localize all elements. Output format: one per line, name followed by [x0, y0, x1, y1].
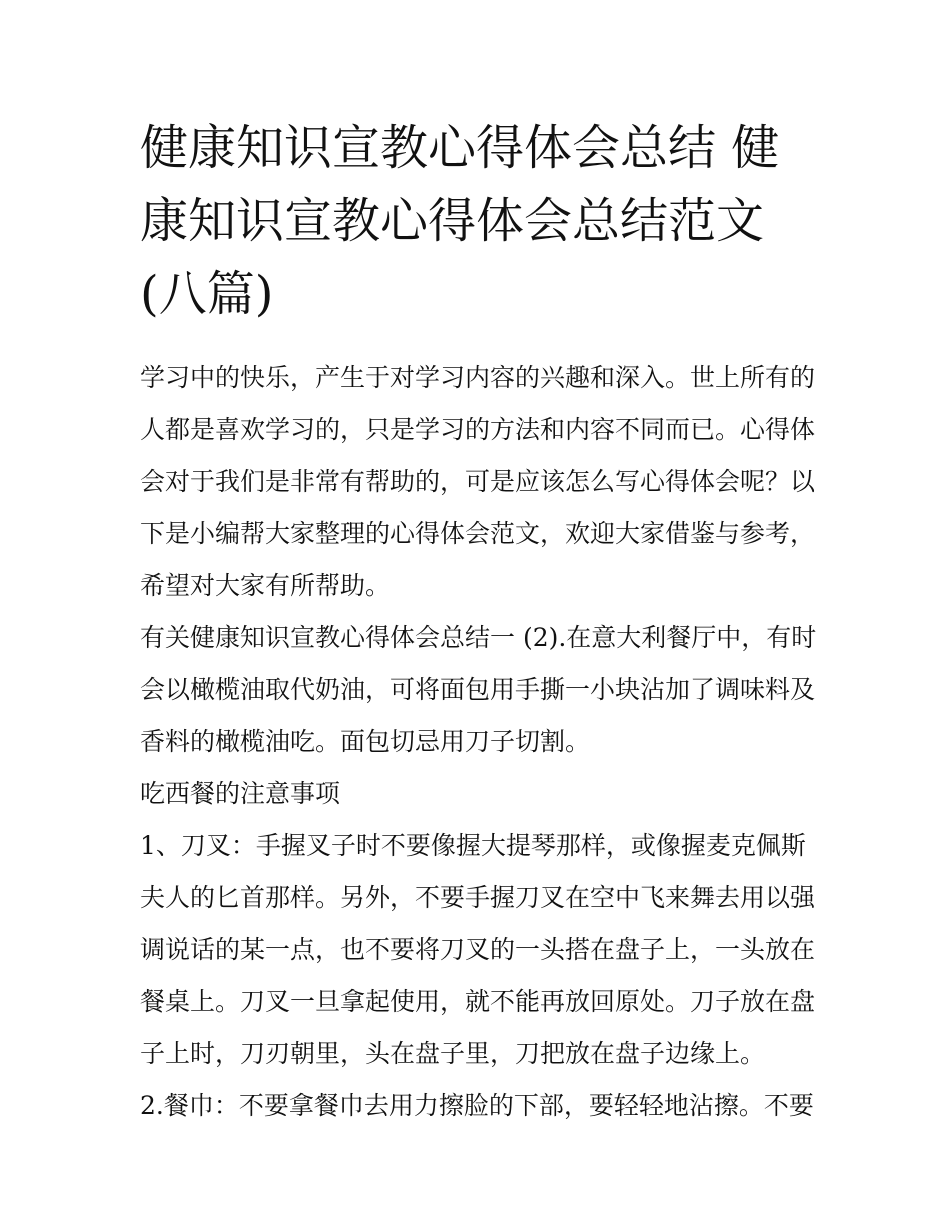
document-title: 健康知识宣教心得体会总结 健康知识宣教心得体会总结范文(八篇): [140, 120, 780, 322]
document-body: [140, 352, 820, 1132]
knife-fork-paragraph: 1、刀叉：手握叉子时不要像握大提琴那样，或像握麦克佩斯夫人的匕首那样。另外，不要手握刀叉在空中飞来舞去用以强调说话的某一点，也不要将刀叉的一头搭在盘子上，一头放在餐桌上。刀叉一旦拿起使用，就不能再放回原处。刀子放在盘子上时，刀刃朝里，头在盘子里，刀把放在盘子边缘上。: [140, 831, 816, 1068]
section-one-paragraph: 有关健康知识宣教心得体会总结一 (2).在意大利餐厅中，有时会以橄榄油取代奶油，可将面包用手撕一小块沾加了调味料及香料的橄榄油吃。面包切忌用刀子切割。: [140, 623, 817, 756]
subheading-western-dining: 吃西餐的注意事项: [140, 779, 341, 808]
napkin-paragraph: 2.餐巾：不要拿餐巾去用力擦脸的下部，要轻轻地沾擦。不要: [140, 1091, 814, 1120]
intro-paragraph: 学习中的快乐，产生于对学习内容的兴趣和深入。世上所有的人都是喜欢学习的，只是学习的方法和内容不同而已。心得体会对于我们是非常有帮助的，可是应该怎么写心得体会呢？以下是小编帮大家整理的心得体会范文，欢迎大家借鉴与参考，希望对大家有所帮助。: [140, 363, 816, 600]
